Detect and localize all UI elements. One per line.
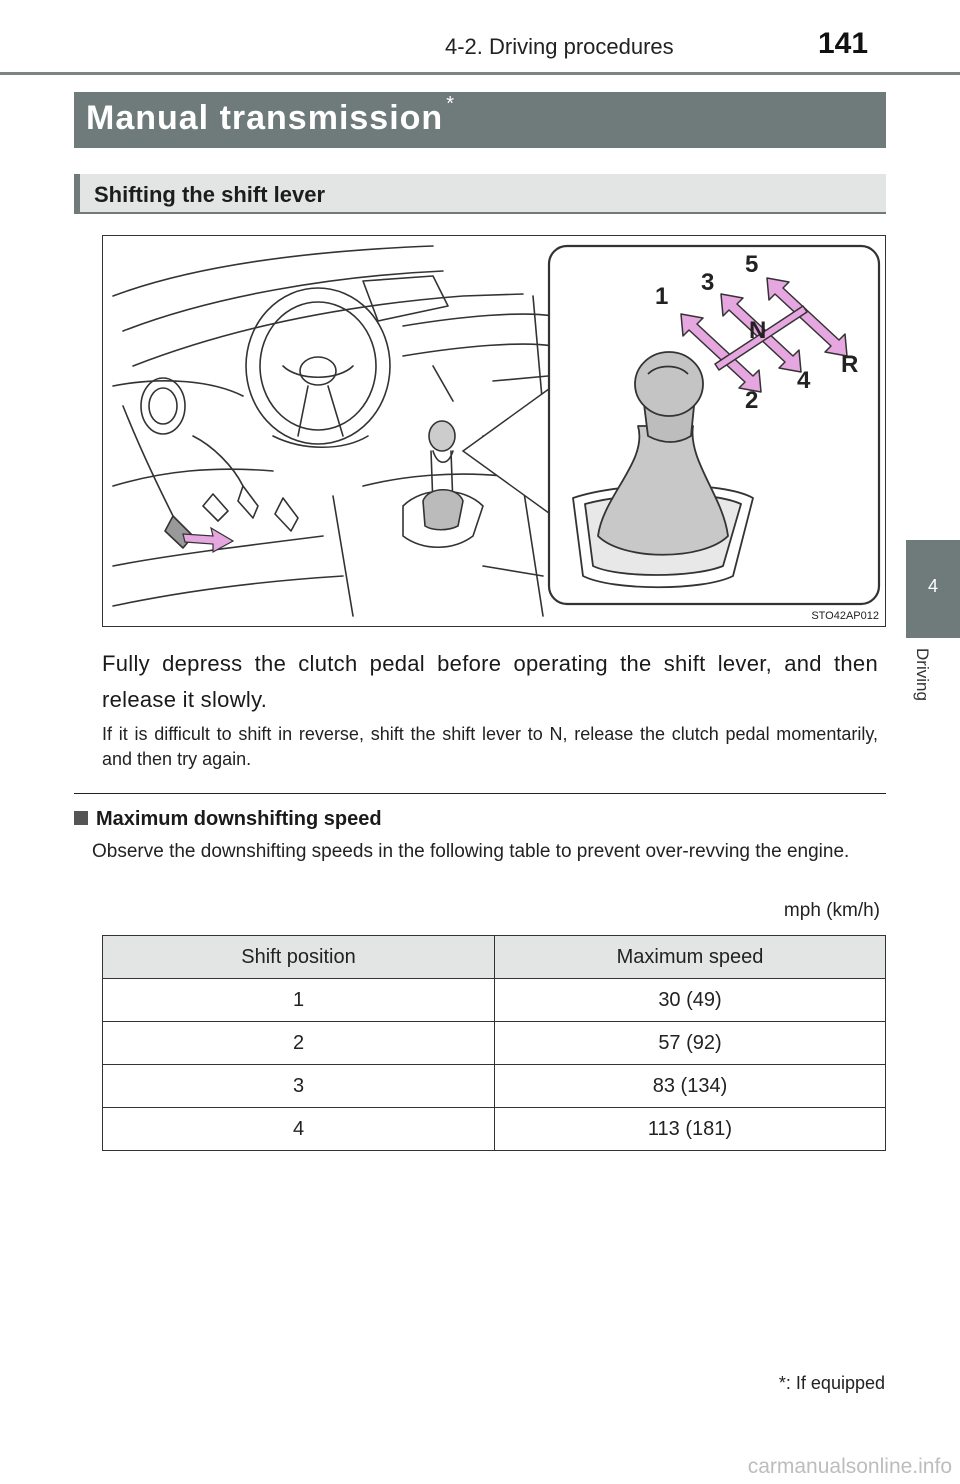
cell-maximum-speed: 113 (181)	[495, 1108, 886, 1151]
cell-maximum-speed: 57 (92)	[495, 1022, 886, 1065]
cell-maximum-speed: 83 (134)	[495, 1065, 886, 1108]
cell-shift-position: 2	[103, 1022, 495, 1065]
downshift-speed-table	[102, 935, 886, 1151]
section-divider	[74, 793, 886, 794]
gear-label-r: R	[841, 351, 859, 378]
header-shift-position: Shift position	[103, 936, 495, 979]
cell-maximum-speed: 30 (49)	[495, 979, 886, 1022]
chapter-tab	[906, 540, 960, 638]
table-row	[103, 979, 886, 1022]
subtitle-bar	[74, 174, 886, 214]
section-body: Observe the downshifting speeds in the following table to prevent over-revving the engine.	[92, 841, 850, 862]
lead-instruction: Fully depress the clutch pedal before operating the shift lever, and then release it slowly.	[102, 651, 878, 712]
table-header-row	[103, 936, 886, 979]
section-heading	[74, 808, 382, 831]
footnote: *: If equipped	[778, 1373, 885, 1393]
units-label: mph (km/h)	[783, 900, 880, 921]
chapter-label: Driving	[913, 648, 932, 701]
page-number: 141	[818, 27, 869, 60]
section-heading-text: Maximum downshifting speed	[96, 808, 382, 830]
shift-lever-figure	[102, 235, 886, 627]
table-row	[103, 1108, 886, 1151]
cell-shift-position: 3	[103, 1065, 495, 1108]
equipped-marker: *	[446, 93, 455, 115]
table-row	[103, 1065, 886, 1108]
chapter-label-container	[912, 648, 952, 728]
page-title	[86, 93, 455, 138]
watermark: carmanualsonline.info	[747, 1455, 952, 1478]
title-bar	[74, 92, 886, 148]
figure-code: STO42AP012	[811, 610, 879, 622]
table-row	[103, 1022, 886, 1065]
gear-label-4: 4	[797, 367, 811, 394]
cell-shift-position: 4	[103, 1108, 495, 1151]
header-maximum-speed: Maximum speed	[495, 936, 886, 979]
subtitle: Shifting the shift lever	[94, 182, 326, 207]
page-title-text: Manual transmission	[86, 99, 444, 137]
reverse-note: If it is difficult to shift in reverse, shift the shift lever to N, release the clutch pedal momentarily, and then try again.	[102, 724, 878, 769]
chapter-number: 4	[927, 576, 938, 596]
cell-shift-position: 1	[103, 979, 495, 1022]
gear-label-5: 5	[745, 251, 759, 278]
header-section-title: 4-2. Driving procedures	[445, 34, 674, 59]
shift-lever-illustration	[103, 236, 886, 627]
gear-label-1: 1	[655, 283, 669, 310]
gear-label-2: 2	[745, 387, 759, 414]
header-rule	[0, 72, 960, 75]
bullet-square-icon	[74, 811, 88, 825]
gear-label-n: N	[749, 317, 767, 344]
gear-label-3: 3	[701, 269, 715, 296]
